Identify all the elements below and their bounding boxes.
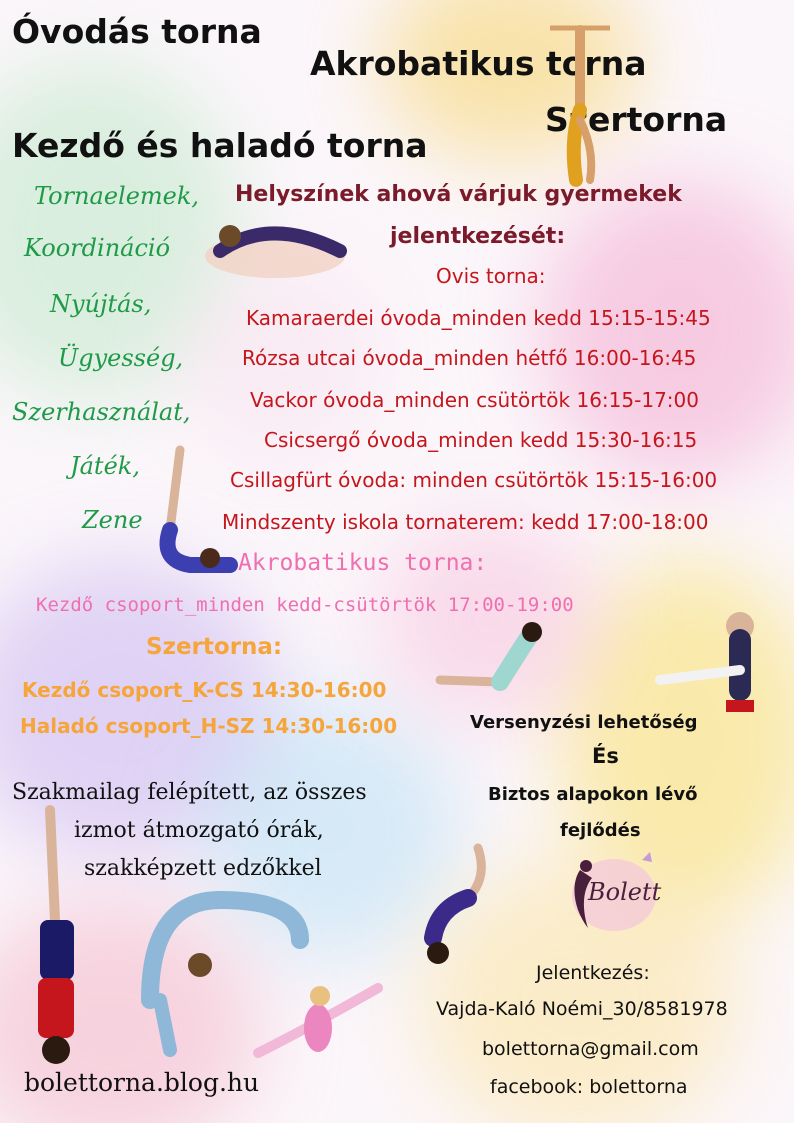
- feature-item: Koordináció: [24, 234, 171, 262]
- feature-item: Zene: [82, 506, 143, 534]
- title-szertorna: Szertorna: [545, 100, 728, 139]
- szertorna-group: Kezdő csoport_K-CS 14:30-16:00: [22, 678, 387, 702]
- title-ovodas-torna: Óvodás torna: [12, 12, 262, 51]
- title-akrobatikus-torna: Akrobatikus torna: [310, 44, 647, 83]
- gymnast-handstand-illustration: [540, 20, 620, 190]
- szertorna-group: Haladó csoport_H-SZ 14:30-16:00: [20, 714, 398, 738]
- contact-email-link[interactable]: bolettorna@gmail.com: [482, 1038, 699, 1060]
- akrobatikus-label: Akrobatikus torna:: [238, 550, 488, 576]
- gymnast-headstand-illustration: [10, 800, 90, 1070]
- gymnast-stretch-illustration: [200, 196, 350, 286]
- competition-line: fejlődés: [560, 820, 641, 841]
- locations-heading: Helyszínek ahová várjuk gyermekek: [235, 182, 682, 207]
- feature-item: Szerhasználat,: [12, 398, 191, 426]
- locations-heading-cont: jelentkezését:: [390, 224, 566, 249]
- contact-label: Jelentkezés:: [536, 962, 650, 984]
- feature-item: Tornaelemek,: [34, 182, 200, 210]
- feature-item: Játék,: [70, 452, 140, 480]
- gymnast-pike-illustration: [430, 620, 560, 710]
- location-item: Kamaraerdei óvoda_minden kedd 15:15-15:45: [246, 306, 711, 330]
- location-item: Mindszenty iskola tornaterem: kedd 17:00-18:00: [222, 510, 709, 534]
- blog-link[interactable]: bolettorna.blog.hu: [24, 1068, 260, 1097]
- contact-facebook[interactable]: facebook: bolettorna: [490, 1076, 688, 1098]
- location-item: Vackor óvoda_minden csütörtök 16:15-17:00: [250, 388, 699, 412]
- location-item: Csicsergő óvoda_minden kedd 15:30-16:15: [264, 428, 698, 452]
- ovis-torna-label: Ovis torna:: [436, 264, 546, 288]
- description-line: Szakmailag felépített, az összes: [12, 780, 367, 805]
- location-item: Csillagfürt óvoda: minden csütörtök 15:15-16:00: [230, 468, 718, 492]
- description-line: szakképzett edzőkkel: [84, 856, 322, 881]
- szertorna-label: Szertorna:: [146, 634, 283, 660]
- competition-line: Versenyzési lehetőség: [470, 712, 698, 733]
- feature-item: Nyújtás,: [50, 290, 152, 318]
- competition-line: Biztos alapokon lévő: [488, 784, 698, 805]
- feature-item: Ügyesség,: [58, 344, 184, 372]
- gymnast-flip-illustration: [408, 838, 508, 968]
- competition-line: És: [592, 744, 619, 768]
- gymnast-backbend-illustration: [140, 440, 240, 580]
- akrobatikus-group: Kezdő csoport_minden kedd-csütörtök 17:00-19:00: [36, 594, 574, 616]
- bolett-logo: [552, 850, 662, 940]
- description-line: izmot átmozgató órák,: [74, 818, 324, 843]
- logo-text: Bolett: [588, 878, 662, 906]
- contact-name-phone: Vajda-Kaló Noémi_30/8581978: [436, 998, 728, 1020]
- location-item: Rózsa utcai óvoda_minden hétfő 16:00-16:45: [242, 346, 697, 370]
- title-kezdo-halado-torna: Kezdő és haladó torna: [12, 126, 428, 165]
- gymnast-pommel-illustration: [650, 600, 780, 730]
- gymnast-leap-illustration: [248, 968, 388, 1068]
